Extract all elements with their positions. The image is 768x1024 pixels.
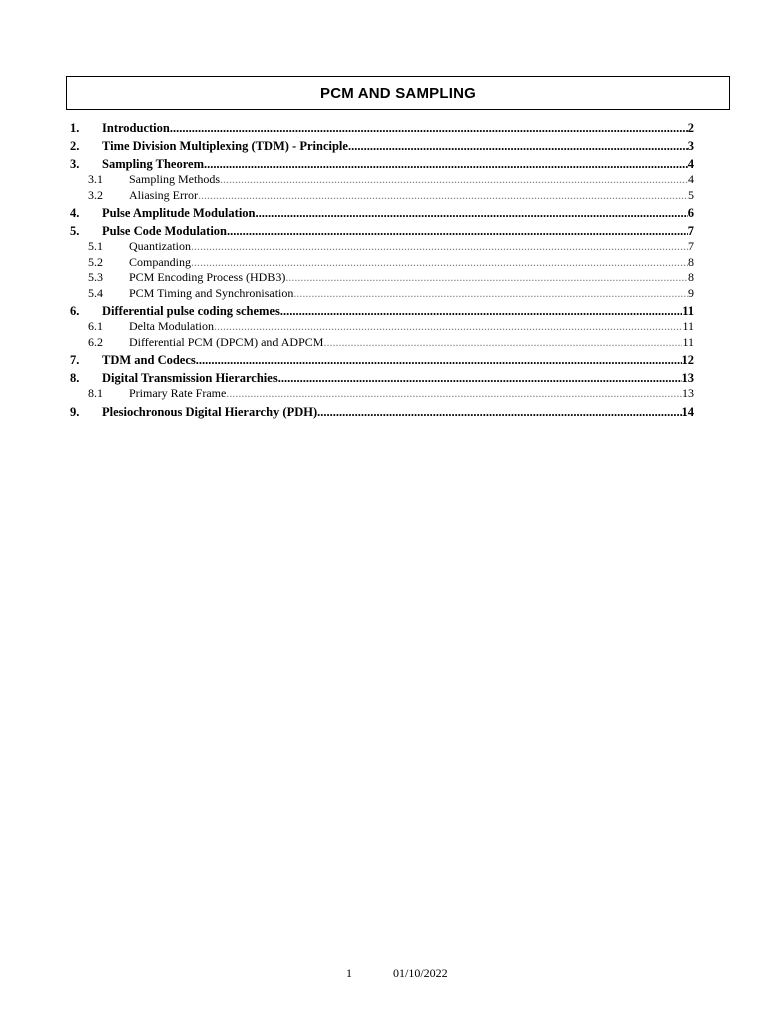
toc-entry-page: 8: [688, 270, 694, 284]
toc-entry-title: Time Division Multiplexing (TDM) - Principle: [102, 139, 348, 153]
toc-entry-number: 7.: [70, 353, 80, 367]
toc-entry-page: 13: [681, 371, 694, 385]
toc-entry-number: 6.1: [88, 319, 103, 333]
toc-entry-title: Differential pulse coding schemes: [102, 304, 280, 318]
document-title: PCM AND SAMPLING: [320, 84, 476, 102]
toc-subentry[interactable]: [70, 255, 694, 271]
toc-entry-title: Pulse Amplitude Modulation: [102, 206, 256, 220]
toc-entry-title: Pulse Code Modulation: [102, 224, 228, 238]
toc-entry-title: Primary Rate Frame: [129, 386, 227, 400]
toc-entry-number: 5.2: [88, 254, 103, 269]
toc-entry-title: Quantization: [129, 239, 191, 253]
toc-entry-page: 4: [687, 157, 694, 171]
toc-entry-page: 9: [688, 285, 694, 300]
toc-entry[interactable]: [70, 138, 694, 154]
toc-entry-page: 5: [688, 187, 694, 202]
title-box: [66, 76, 730, 110]
toc-leader-dots: [191, 239, 688, 255]
toc-entry[interactable]: [70, 370, 694, 386]
toc-entry-page: 11: [682, 319, 694, 333]
footer-date: 01/10/2022: [393, 966, 448, 980]
toc-entry-page: 7: [687, 224, 694, 238]
toc-entry-title: Differential PCM (DPCM) and ADPCM: [129, 334, 324, 349]
toc-entry-title: PCM Timing and Synchronisation: [129, 285, 294, 300]
toc-leader-dots: [191, 255, 688, 271]
table-of-contents: [70, 118, 694, 420]
toc-entry-number: 6.2: [88, 334, 103, 349]
toc-entry-number: 9.: [70, 404, 80, 419]
toc-entry-number: 1.: [70, 121, 80, 135]
toc-entry[interactable]: [70, 352, 694, 368]
toc-entry-number: 8.1: [88, 386, 103, 400]
toc-entry-title: Introduction: [102, 121, 170, 135]
toc-leader-dots: [348, 138, 688, 154]
toc-subentry[interactable]: [70, 172, 694, 188]
toc-leader-dots: [226, 386, 682, 402]
toc-entry-number: 8.: [70, 371, 80, 385]
toc-entry-page: 11: [682, 334, 694, 349]
toc-entry-title: PCM Encoding Process (HDB3): [129, 270, 286, 284]
toc-subentry[interactable]: [70, 286, 694, 302]
toc-subentry[interactable]: [70, 270, 694, 286]
toc-entry-number: 5.: [70, 224, 80, 238]
toc-entry-number: 3.: [70, 157, 80, 171]
toc-leader-dots: [220, 172, 688, 188]
toc-entry[interactable]: [70, 303, 694, 319]
toc-leader-dots: [196, 352, 682, 368]
toc-entry-page: 4: [688, 172, 694, 186]
toc-leader-dots: [280, 303, 682, 319]
toc-entry-title: Companding: [129, 254, 191, 269]
toc-entry-number: 4.: [70, 206, 80, 220]
toc-entry-title: Aliasing Error: [129, 187, 198, 202]
toc-entry-page: 6: [687, 206, 694, 220]
toc-entry-number: 3.2: [88, 187, 103, 202]
toc-entry-page: 12: [681, 353, 694, 367]
toc-subentry[interactable]: [70, 239, 694, 255]
toc-subentry[interactable]: [70, 335, 694, 351]
toc-entry-page: 7: [688, 239, 694, 253]
toc-entry-title: TDM and Codecs: [102, 353, 196, 367]
toc-leader-dots: [204, 156, 688, 172]
toc-leader-dots: [256, 205, 688, 221]
toc-entry-number: 5.3: [88, 270, 103, 284]
toc-entry-title: Sampling Theorem: [102, 157, 204, 171]
toc-leader-dots: [285, 270, 688, 286]
toc-leader-dots: [317, 404, 681, 420]
toc-leader-dots: [198, 188, 688, 204]
toc-entry-page: 2: [687, 121, 694, 135]
toc-entry-number: 5.4: [88, 285, 103, 300]
toc-entry-page: 8: [688, 254, 694, 269]
toc-entry[interactable]: [70, 223, 694, 239]
toc-entry-number: 5.1: [88, 239, 103, 253]
toc-subentry[interactable]: [70, 386, 694, 402]
toc-entry-number: 6.: [70, 304, 80, 318]
toc-entry-title: Delta Modulation: [129, 319, 214, 333]
toc-leader-dots: [293, 286, 688, 302]
toc-entry[interactable]: [70, 120, 694, 136]
toc-entry-title: Sampling Methods: [129, 172, 221, 186]
toc-entry[interactable]: [70, 156, 694, 172]
toc-entry-page: 3: [687, 139, 694, 153]
toc-entry-page: 11: [682, 304, 694, 318]
toc-leader-dots: [227, 223, 688, 239]
toc-leader-dots: [278, 370, 682, 386]
toc-subentry[interactable]: [70, 319, 694, 335]
footer-page-number: 1: [346, 966, 352, 980]
toc-leader-dots: [323, 335, 682, 351]
toc-entry-title: Digital Transmission Hierarchies: [102, 371, 278, 385]
toc-leader-dots: [214, 319, 682, 335]
toc-entry-title: Plesiochronous Digital Hierarchy (PDH): [102, 404, 318, 419]
toc-entry-number: 3.1: [88, 172, 103, 186]
toc-entry-page: 13: [682, 386, 694, 400]
toc-entry[interactable]: [70, 404, 694, 420]
toc-subentry[interactable]: [70, 188, 694, 204]
toc-leader-dots: [170, 120, 688, 136]
toc-entry-page: 14: [681, 404, 694, 419]
toc-entry[interactable]: [70, 205, 694, 221]
toc-entry-number: 2.: [70, 139, 80, 153]
